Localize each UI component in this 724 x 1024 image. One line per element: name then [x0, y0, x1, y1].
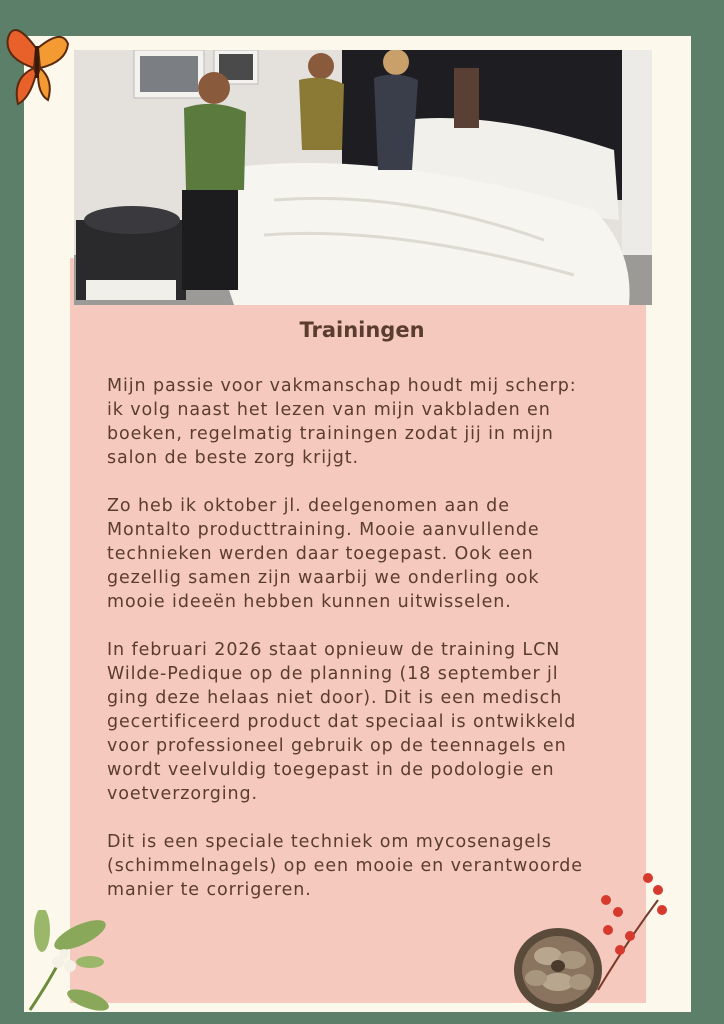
body-text — [107, 374, 652, 926]
paragraph-3: In februari 2026 staat opnieuw de training LCN Wilde-Pedique op de planning (18 september jl ging deze helaas niet door). Dit is een medisch gecertificeerd product dat speciaal is ontwikkeld voor professioneel gebruik op de teennagels en wordt veelvuldig toegepast in de podologie en voetverzorging. — [107, 640, 577, 804]
mistletoe-icon — [20, 910, 115, 1019]
paragraph-4: Dit is een speciale techniek om mycosenagels (schimmelnagels) op een mooie en verantwoorde manier te corrigeren. — [107, 832, 583, 900]
paragraph-2: Zo heb ik oktober jl. deelgenomen aan de Montalto producttraining. Mooie aanvullende technieken werden daar toegepast. Ook een gezellig samen zijn waarbij we onderling ook mooie ideeën hebben kunnen uitwisselen. — [107, 496, 540, 612]
paragraph-1: Mijn passie voor vakmanschap houdt mij scherp: ik volg naast het lezen van mijn vakbladen en boeken, regelmatig trainingen zodat jij in mijn salon de beste zorg krijgt. — [107, 376, 577, 468]
butterfly-icon — [4, 18, 70, 122]
page-title: Trainingen — [299, 318, 425, 342]
training-photo — [74, 50, 652, 305]
pinecone-berries-icon — [508, 870, 673, 1024]
